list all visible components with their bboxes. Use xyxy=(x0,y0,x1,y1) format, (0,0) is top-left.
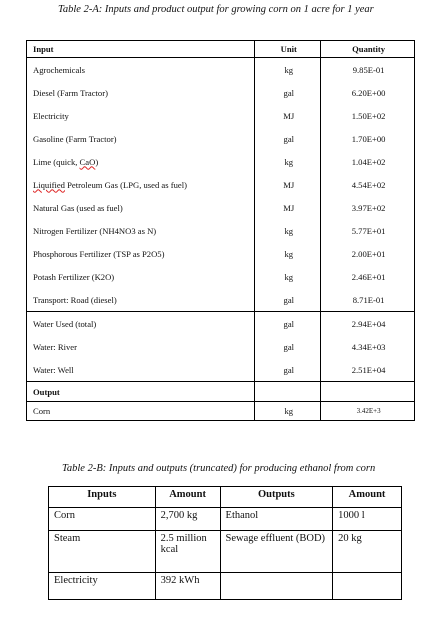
output-cell: Sewage effluent (BOD) xyxy=(220,531,333,573)
input-unit: gal xyxy=(255,81,321,104)
table-row xyxy=(27,150,415,173)
table-2a xyxy=(26,40,415,421)
input-name xyxy=(27,150,255,173)
input-name: Water: River xyxy=(33,341,77,352)
header-input: Input xyxy=(27,41,255,58)
input-quantity: 3.97E+02 xyxy=(321,196,415,219)
table-row xyxy=(49,508,402,531)
table-row xyxy=(27,242,415,265)
input-quantity: 8.71E-01 xyxy=(321,288,415,312)
amount-cell: 1000 l xyxy=(333,508,402,531)
input-unit: MJ xyxy=(255,104,321,127)
input-unit: kg xyxy=(255,265,321,288)
input-name: Water: Well xyxy=(33,364,74,375)
output-cell: Ethanol xyxy=(220,508,333,531)
spellcheck-word: CaO xyxy=(79,156,96,167)
amount-cell: 2,700 kg xyxy=(155,508,220,531)
input-quantity: 9.85E-01 xyxy=(321,58,415,82)
header-inputs: Inputs xyxy=(49,487,156,508)
table-2b-caption: Table 2-B: Inputs and outputs (truncated) for producing ethanol from corn xyxy=(62,463,376,474)
input-quantity: 2.51E+04 xyxy=(321,358,415,382)
input-unit: gal xyxy=(255,312,321,336)
table-2b xyxy=(48,486,402,600)
table-row xyxy=(27,196,415,219)
input-unit: MJ xyxy=(255,173,321,196)
input-cell: Steam xyxy=(49,531,156,573)
input-unit: gal xyxy=(255,335,321,358)
header-unit: Unit xyxy=(255,41,321,58)
input-unit: kg xyxy=(255,58,321,82)
table-row xyxy=(27,173,415,196)
input-unit: kg xyxy=(255,150,321,173)
table-row xyxy=(27,358,415,382)
input-name: Diesel (Farm Tractor) xyxy=(33,87,108,98)
input-name: Electricity xyxy=(33,110,69,121)
table-2b-header-row xyxy=(49,487,402,508)
amount-cell xyxy=(333,573,402,600)
input-name: Natural Gas (used as fuel) xyxy=(33,202,123,213)
input-quantity: 1.04E+02 xyxy=(321,150,415,173)
table-row xyxy=(27,288,415,312)
output-cell xyxy=(220,573,333,600)
table-row xyxy=(49,531,402,573)
input-quantity: 4.54E+02 xyxy=(321,173,415,196)
input-quantity: 1.50E+02 xyxy=(321,104,415,127)
input-unit: gal xyxy=(255,127,321,150)
table-row xyxy=(27,127,415,150)
input-quantity: 1.70E+00 xyxy=(321,127,415,150)
table-row xyxy=(27,265,415,288)
input-quantity: 6.20E+00 xyxy=(321,81,415,104)
input-name: Phosphorous Fertilizer (TSP as P2O5) xyxy=(33,248,165,259)
header-amount: Amount xyxy=(333,487,402,508)
input-quantity: 2.94E+04 xyxy=(321,312,415,336)
header-outputs: Outputs xyxy=(220,487,333,508)
input-unit: gal xyxy=(255,288,321,312)
input-unit: MJ xyxy=(255,196,321,219)
output-section-label: Output xyxy=(27,382,255,402)
input-quantity: 4.34E+03 xyxy=(321,335,415,358)
table-2a-header-row xyxy=(27,41,415,58)
table-2a-caption: Table 2-A: Inputs and product output for growing corn on 1 acre for 1 year xyxy=(58,4,374,15)
output-name: Corn xyxy=(27,402,255,421)
input-name: Potash Fertilizer (K2O) xyxy=(33,271,115,282)
table-row xyxy=(27,81,415,104)
input-name xyxy=(27,173,255,196)
table-row xyxy=(27,312,415,336)
header-amount: Amount xyxy=(155,487,220,508)
name-part: Petroleum Gas (LPG, used as fuel) xyxy=(64,179,187,190)
amount-cell: 20 kg xyxy=(333,531,402,573)
table-row xyxy=(27,335,415,358)
table-row xyxy=(49,573,402,600)
input-name: Nitrogen Fertilizer (NH4NO3 as N) xyxy=(33,225,157,236)
input-quantity: 5.77E+01 xyxy=(321,219,415,242)
table-row xyxy=(27,402,415,421)
input-quantity: 2.46E+01 xyxy=(321,265,415,288)
table-row xyxy=(27,58,415,82)
name-part: Lime (quick, xyxy=(33,156,80,167)
input-name: Transport: Road (diesel) xyxy=(33,294,117,305)
table-row xyxy=(27,104,415,127)
input-name: Agrochemicals xyxy=(33,64,86,75)
empty-cell xyxy=(321,382,415,402)
amount-cell: 392 kWh xyxy=(155,573,220,600)
input-name: Gasoline (Farm Tractor) xyxy=(33,133,117,144)
input-unit: kg xyxy=(255,242,321,265)
input-cell: Corn xyxy=(49,508,156,531)
input-cell: Electricity xyxy=(49,573,156,600)
output-unit: kg xyxy=(255,402,321,421)
name-part: ) xyxy=(95,156,99,167)
header-quantity: Quantity xyxy=(321,41,415,58)
output-section-row xyxy=(27,382,415,402)
empty-cell xyxy=(255,382,321,402)
input-name: Water Used (total) xyxy=(27,312,255,336)
amount-cell: 2.5 million kcal xyxy=(155,531,220,573)
input-quantity: 2.00E+01 xyxy=(321,242,415,265)
input-unit: kg xyxy=(255,219,321,242)
input-unit: gal xyxy=(255,358,321,382)
output-quantity: 3.42E+3 xyxy=(321,402,415,421)
spellcheck-word: Liquified xyxy=(33,179,65,190)
table-row xyxy=(27,219,415,242)
